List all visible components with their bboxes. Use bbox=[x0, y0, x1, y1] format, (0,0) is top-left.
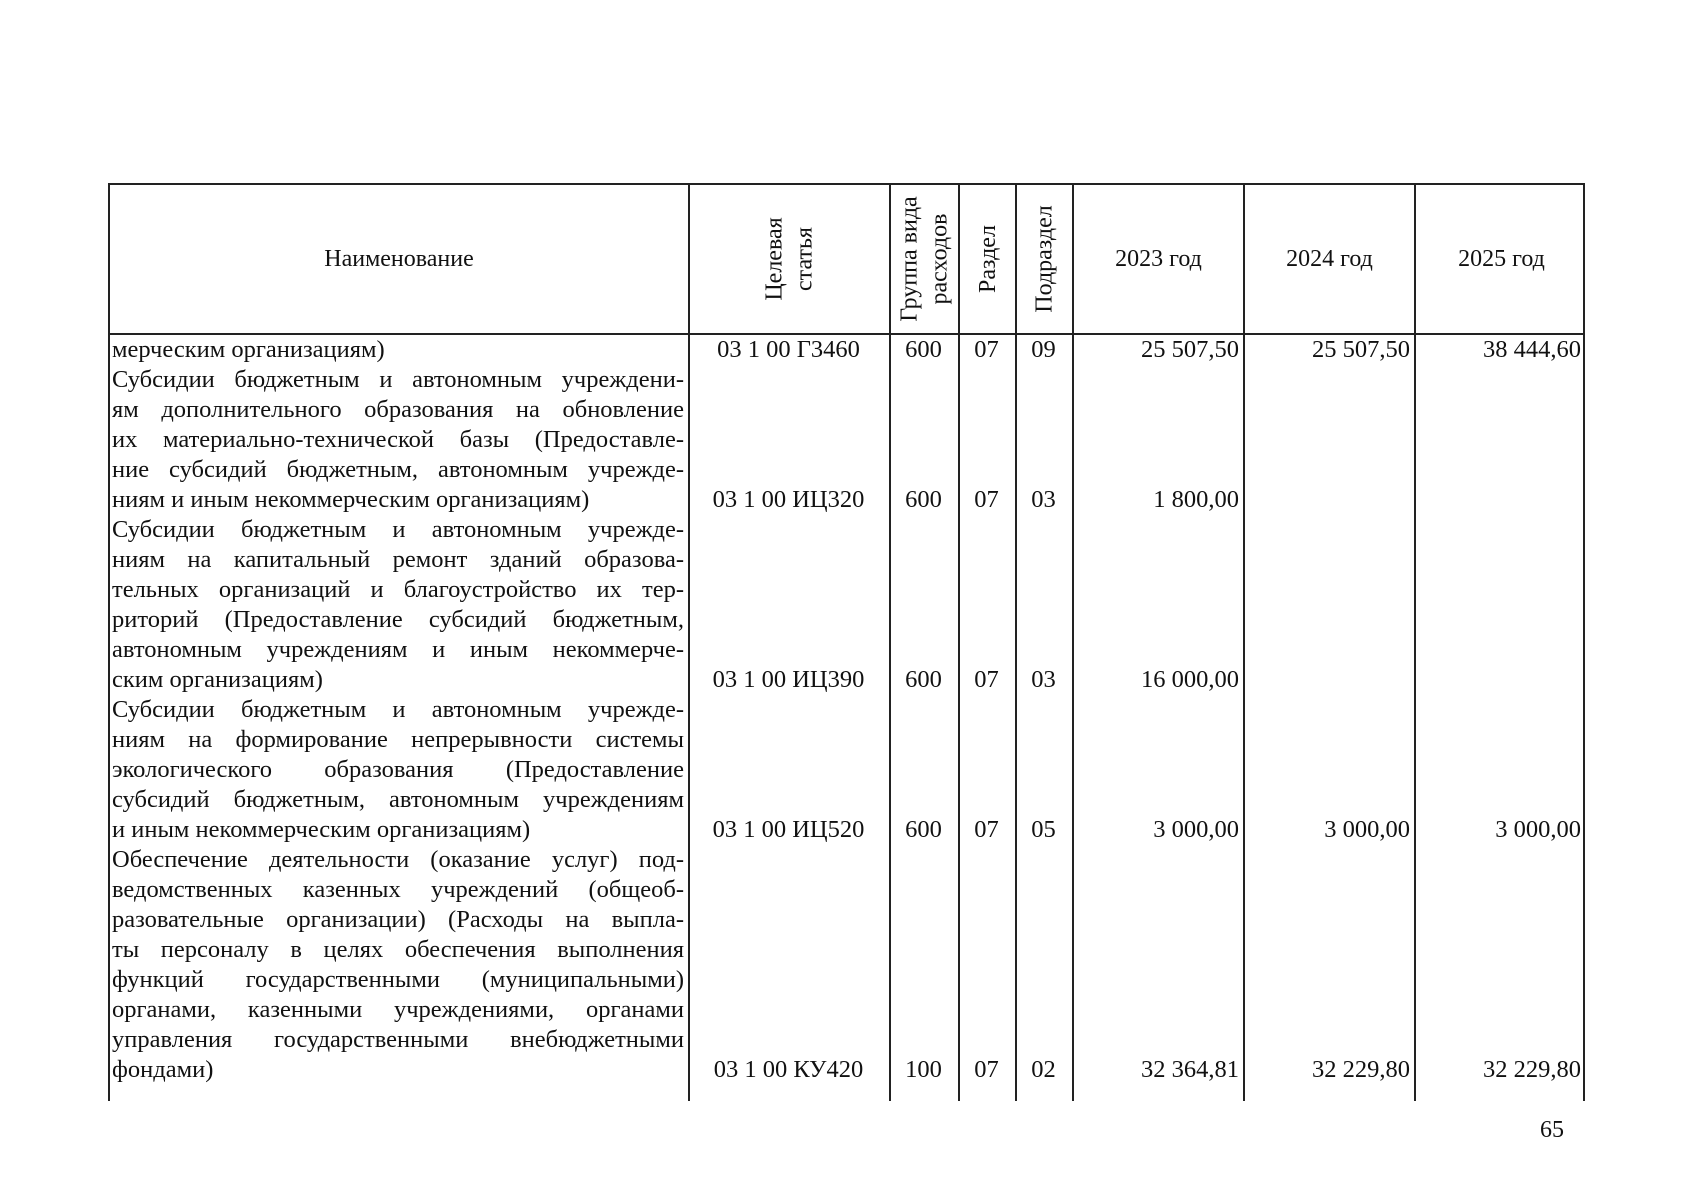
table-row bbox=[108, 1055, 1585, 1085]
expense-group-cell: 600 bbox=[905, 486, 942, 513]
subsection-cell: 02 bbox=[1031, 1056, 1056, 1083]
header-year-2025-text: 2025 год bbox=[1458, 246, 1545, 272]
column-divider bbox=[688, 335, 690, 1101]
row-name-line: органами, казенными учреждениями, органами bbox=[112, 996, 684, 1023]
row-name-line: ниям на формирование непрерывности системы bbox=[112, 726, 684, 753]
table-header bbox=[108, 183, 1585, 335]
year-2024-cell: 25 507,50 bbox=[1312, 336, 1410, 363]
table-row bbox=[108, 485, 1585, 515]
header-target-article bbox=[690, 185, 891, 333]
row-name-line: Субсидии бюджетным и автономным учрежде- bbox=[112, 696, 684, 723]
header-subsection bbox=[1017, 185, 1074, 333]
table-row bbox=[108, 335, 1585, 365]
column-divider bbox=[958, 335, 960, 1101]
row-name-line: ведомственных казенных учреждений (общеоб- bbox=[112, 876, 684, 903]
header-year-2023-text: 2023 год bbox=[1115, 246, 1202, 272]
row-name-line: риторий (Предоставление субсидий бюджетным, bbox=[112, 606, 684, 633]
subsection-cell: 09 bbox=[1031, 336, 1056, 363]
year-2025-cell: 38 444,60 bbox=[1483, 336, 1581, 363]
row-name-line: разовательные организации) (Расходы на выпла- bbox=[112, 906, 684, 933]
table-body bbox=[108, 335, 1585, 1101]
page-number: 65 bbox=[1540, 1117, 1564, 1143]
year-2025-cell: 3 000,00 bbox=[1495, 816, 1581, 843]
target-article-cell: 03 1 00 Г3460 bbox=[717, 336, 860, 363]
target-article-cell: 03 1 00 ИЦ520 bbox=[712, 816, 865, 843]
header-year-2024-text: 2024 год bbox=[1286, 246, 1373, 272]
section-cell: 07 bbox=[974, 816, 999, 843]
expense-group-cell: 100 bbox=[905, 1056, 942, 1083]
column-divider bbox=[1243, 335, 1245, 1101]
year-2023-cell: 25 507,50 bbox=[1141, 336, 1239, 363]
row-name-line: ниям на капитальный ремонт зданий образова- bbox=[112, 546, 684, 573]
header-year-2024 bbox=[1245, 185, 1416, 333]
section-cell: 07 bbox=[974, 1056, 999, 1083]
subsection-cell: 05 bbox=[1031, 816, 1056, 843]
row-name-line: фондами) bbox=[112, 1056, 214, 1083]
header-expense-group-text bbox=[895, 196, 955, 321]
year-2024-cell: 3 000,00 bbox=[1324, 816, 1410, 843]
section-cell: 07 bbox=[974, 336, 999, 363]
subsection-cell: 03 bbox=[1031, 666, 1056, 693]
row-name-line: мерческим организациям) bbox=[112, 336, 385, 363]
row-name-line: ским организациям) bbox=[112, 666, 323, 693]
subsection-cell: 03 bbox=[1031, 486, 1056, 513]
row-name-line: функций государственными (муниципальными) bbox=[112, 966, 684, 993]
row-name-line: тельных организаций и благоустройство их тер- bbox=[112, 576, 684, 603]
year-2023-cell: 1 800,00 bbox=[1153, 486, 1239, 513]
year-2023-cell: 32 364,81 bbox=[1141, 1056, 1239, 1083]
section-cell: 07 bbox=[974, 486, 999, 513]
header-name-text: Наименование bbox=[324, 246, 474, 272]
row-name-line: ниям и иным некоммерческим организациям) bbox=[112, 486, 590, 513]
row-name-line: Субсидии бюджетным и автономным учрежде- bbox=[112, 516, 684, 543]
table-row bbox=[108, 815, 1585, 845]
year-2023-cell: 3 000,00 bbox=[1153, 816, 1239, 843]
column-divider bbox=[1015, 335, 1017, 1101]
header-section bbox=[960, 185, 1017, 333]
header-year-2025 bbox=[1416, 185, 1587, 333]
header-expense-group bbox=[891, 185, 960, 333]
row-name-line: их материально-технической базы (Предоставле- bbox=[112, 426, 684, 453]
row-name-line: автономным учреждениям и иным некоммерче- bbox=[112, 636, 684, 663]
target-article-cell: 03 1 00 ИЦ390 bbox=[712, 666, 865, 693]
header-year-2023 bbox=[1074, 185, 1245, 333]
column-divider bbox=[1072, 335, 1074, 1101]
row-name-line: экологического образования (Предоставление bbox=[112, 756, 684, 783]
row-name bbox=[112, 845, 684, 1085]
row-name-line: ям дополнительного образования на обновление bbox=[112, 396, 684, 423]
header-target-article-line2: статья bbox=[791, 227, 818, 291]
header-name bbox=[110, 185, 690, 333]
expense-group-cell: 600 bbox=[905, 336, 942, 363]
row-name-line: Обеспечение деятельности (оказание услуг) под- bbox=[112, 846, 684, 873]
header-target-article-text bbox=[759, 217, 819, 300]
row-name-line: ние субсидий бюджетным, автономным учрежде- bbox=[112, 456, 684, 483]
target-article-cell: 03 1 00 КУ420 bbox=[713, 1056, 864, 1083]
row-name-line: субсидий бюджетным, автономным учреждениям bbox=[112, 786, 684, 813]
year-2023-cell: 16 000,00 bbox=[1141, 666, 1239, 693]
section-cell: 07 bbox=[974, 666, 999, 693]
header-target-article-line1: Целевая bbox=[761, 217, 788, 301]
target-article-cell: 03 1 00 ИЦ320 bbox=[712, 486, 865, 513]
column-divider bbox=[1414, 335, 1416, 1101]
row-name-line: Субсидии бюджетным и автономным учреждени- bbox=[112, 366, 684, 393]
year-2024-cell: 32 229,80 bbox=[1312, 1056, 1410, 1083]
row-name-line: управления государственными внебюджетными bbox=[112, 1026, 684, 1053]
expense-group-cell: 600 bbox=[905, 666, 942, 693]
header-expense-group-line2: расходов bbox=[926, 213, 953, 305]
year-2025-cell: 32 229,80 bbox=[1483, 1056, 1581, 1083]
table-row bbox=[108, 665, 1585, 695]
row-name-line: и иным некоммерческим организациям) bbox=[112, 816, 531, 843]
header-expense-group-line1: Группа вида bbox=[896, 196, 923, 322]
header-subsection-text: Подраздел bbox=[1031, 205, 1058, 313]
header-section-text: Раздел bbox=[974, 225, 1001, 293]
column-divider bbox=[889, 335, 891, 1101]
expense-group-cell: 600 bbox=[905, 816, 942, 843]
row-name-line: ты персоналу в целях обеспечения выполнения bbox=[112, 936, 684, 963]
column-divider bbox=[108, 335, 110, 1101]
column-divider bbox=[1583, 335, 1585, 1101]
